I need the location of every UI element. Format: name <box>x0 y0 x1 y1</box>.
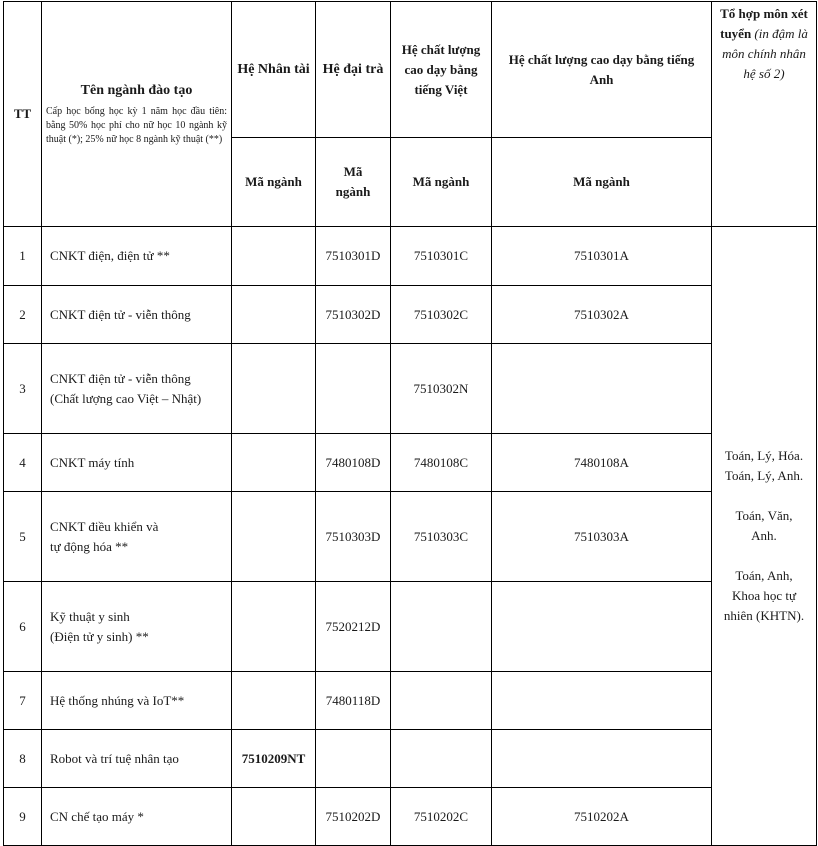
program-name-line: Robot và trí tuệ nhân tạo <box>50 750 179 766</box>
talent-code <box>232 434 316 492</box>
standard-header: Hệ đại trà <box>316 2 391 138</box>
hq-vn-code: 7510302C <box>391 286 492 344</box>
row-index: 1 <box>4 227 42 286</box>
row-index: 2 <box>4 286 42 344</box>
hq-en-code <box>492 344 712 434</box>
table-row <box>4 286 817 344</box>
row-index: 4 <box>4 434 42 492</box>
table-row <box>4 434 817 492</box>
program-name-line: tự động hóa ** <box>50 538 129 554</box>
standard-code-label: Mã ngành <box>316 138 391 227</box>
hq-en-header: Hệ chất lượng cao dạy bằng tiếng Anh <box>492 2 712 138</box>
row-index: 9 <box>4 788 42 846</box>
program-header-cell <box>42 2 232 227</box>
hq-en-code: 7480108A <box>492 434 712 492</box>
program-name-line: CN chế tạo máy * <box>50 808 144 824</box>
program-name <box>42 344 232 434</box>
talent-header: Hệ Nhân tài <box>232 2 316 138</box>
combo-header <box>712 2 817 227</box>
hq-en-code <box>492 582 712 672</box>
hq-vn-code <box>391 672 492 730</box>
admission-table <box>3 1 817 846</box>
talent-code <box>232 227 316 286</box>
hq-vn-code: 7510202C <box>391 788 492 846</box>
table-row <box>4 227 817 286</box>
row-index: 5 <box>4 492 42 582</box>
combo-line: Anh. <box>751 528 777 543</box>
standard-code: 7510202D <box>316 788 391 846</box>
standard-code: 7480108D <box>316 434 391 492</box>
talent-code <box>232 582 316 672</box>
program-name-line: Kỹ thuật y sinh <box>50 608 130 624</box>
talent-code <box>232 492 316 582</box>
hq-vn-header: Hệ chất lượng cao dạy bằng tiếng Việt <box>391 2 492 138</box>
hq-en-code <box>492 672 712 730</box>
table-row <box>4 672 817 730</box>
talent-code-label: Mã ngành <box>232 138 316 227</box>
program-name-line: CNKT máy tính <box>50 454 135 470</box>
table-row <box>4 344 817 434</box>
program-name <box>42 788 232 846</box>
program-name-line: CNKT điện tử - viễn thông <box>50 370 191 386</box>
combo-line: nhiên (KHTN). <box>723 608 805 623</box>
hq-vn-code: 7480108C <box>391 434 492 492</box>
program-name <box>42 286 232 344</box>
program-name-line: CNKT điện, điện tử ** <box>50 248 170 263</box>
standard-code: 7480118D <box>316 672 391 730</box>
talent-code <box>232 344 316 434</box>
talent-code <box>232 286 316 344</box>
combo-line: Toán, Lý, Anh. <box>724 468 804 483</box>
combo-header-italic: (in đậm là môn chính nhân hệ số 2) <box>722 26 808 81</box>
row-index: 8 <box>4 730 42 788</box>
program-name <box>42 434 232 492</box>
talent-code <box>232 672 316 730</box>
program-name <box>42 730 232 788</box>
program-name-line: (Chất lượng cao Việt – Nhật) <box>50 390 202 406</box>
table-row <box>4 582 817 672</box>
subject-combinations <box>712 227 817 846</box>
combo-line: Toán, Văn, <box>735 508 793 523</box>
hq-vn-code-label: Mã ngành <box>391 138 492 227</box>
standard-code: 7510301D <box>316 227 391 286</box>
standard-code: 7510303D <box>316 492 391 582</box>
program-name-line: (Điện tử y sinh) ** <box>50 628 149 644</box>
standard-code <box>316 344 391 434</box>
combo-line: Toán, Anh, <box>735 568 793 583</box>
combo-header-bold: Tổ hợp môn xét tuyển <box>720 6 808 41</box>
hq-vn-code: 7510303C <box>391 492 492 582</box>
standard-code: 7520212D <box>316 582 391 672</box>
hq-en-code: 7510202A <box>492 788 712 846</box>
hq-vn-code <box>391 582 492 672</box>
talent-code: 7510209NT <box>232 730 316 788</box>
hq-vn-code <box>391 730 492 788</box>
program-name <box>42 672 232 730</box>
hq-en-code: 7510302A <box>492 286 712 344</box>
combo-line: Khoa học tự <box>731 588 797 603</box>
table-row <box>4 788 817 846</box>
row-index: 7 <box>4 672 42 730</box>
hq-en-code <box>492 730 712 788</box>
program-name-line: Hệ thống nhúng và IoT** <box>50 692 185 708</box>
row-index: 6 <box>4 582 42 672</box>
combo-line: Toán, Lý, Hóa. <box>724 448 804 463</box>
standard-code <box>316 730 391 788</box>
hq-en-code: 7510301A <box>492 227 712 286</box>
hq-vn-code: 7510302N <box>391 344 492 434</box>
hq-vn-code: 7510301C <box>391 227 492 286</box>
talent-code <box>232 788 316 846</box>
hq-en-code-label: Mã ngành <box>492 138 712 227</box>
program-name <box>42 492 232 582</box>
program-name-line: CNKT điện tử - viễn thông <box>50 306 191 322</box>
program-name <box>42 582 232 672</box>
header-row <box>4 2 817 138</box>
program-name-header: Tên ngành đào tạo <box>80 83 193 98</box>
tt-header: TT <box>4 2 42 227</box>
table-row <box>4 492 817 582</box>
standard-code: 7510302D <box>316 286 391 344</box>
table-row <box>4 730 817 788</box>
hq-en-code: 7510303A <box>492 492 712 582</box>
scholarship-note: Cấp học bổng học kỳ 1 năm học đầu tiên: bằng 50% học phí cho nữ học 10 ngành kỹ thuật (*); 25% nữ học 8 ngành kỹ thuật (**) <box>46 106 227 145</box>
program-name-line: CNKT điều khiển và <box>50 518 159 534</box>
row-index: 3 <box>4 344 42 434</box>
program-name <box>42 227 232 286</box>
